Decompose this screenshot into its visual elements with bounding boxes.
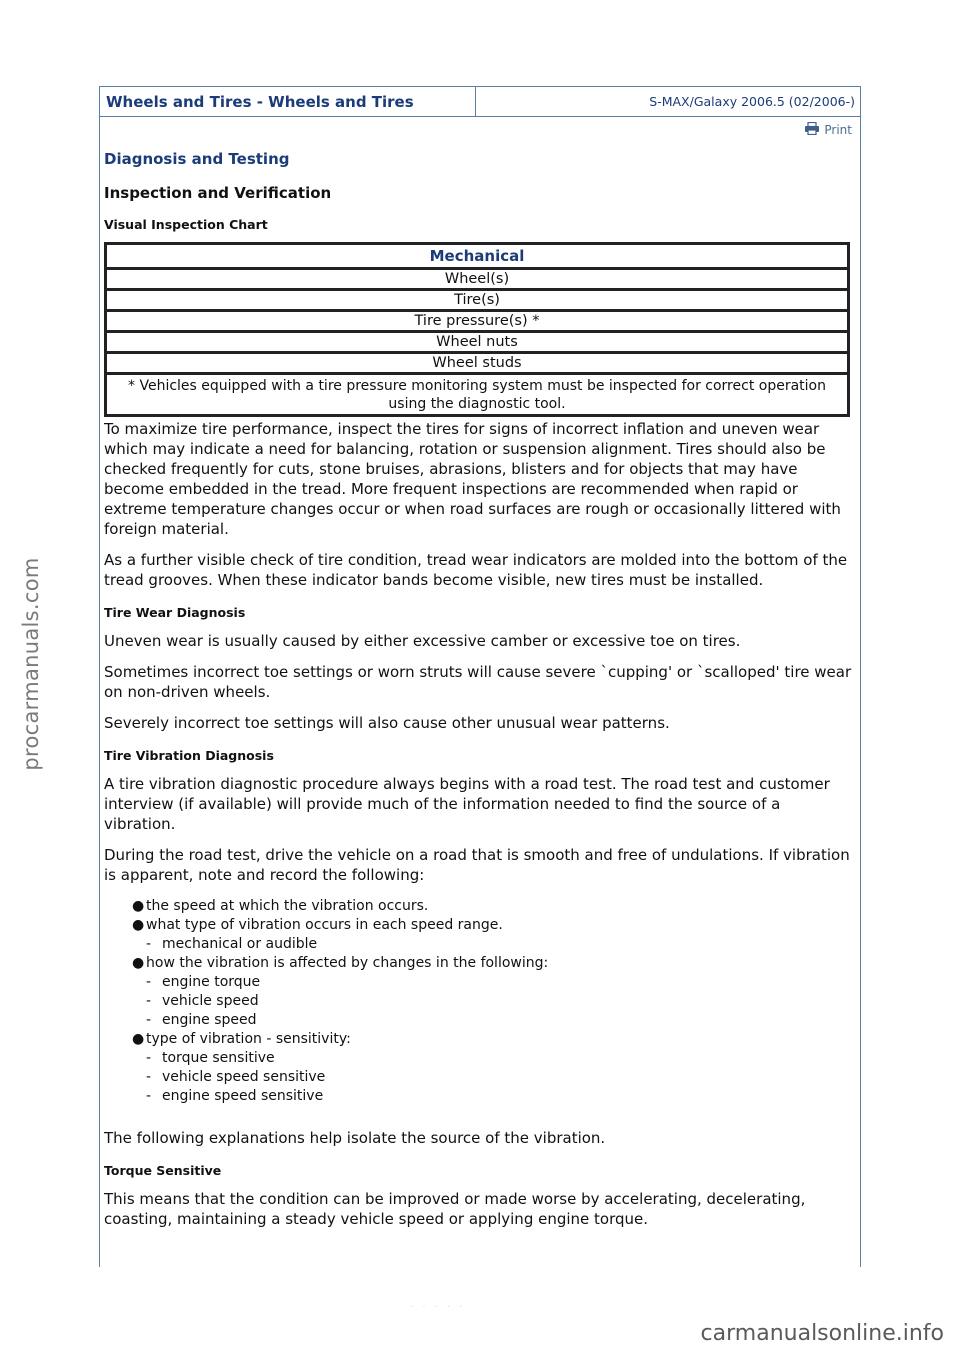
watermark-text: procarmanuals.com	[19, 557, 43, 771]
sub-list-item: - torque sensitive	[146, 1050, 275, 1066]
sub-list	[146, 973, 856, 1030]
sub-list	[146, 935, 856, 954]
printer-icon	[804, 122, 820, 135]
bottom-watermark: carmanualsonline.info	[700, 1321, 944, 1346]
chart-row: Wheel studs	[107, 354, 847, 375]
chart-heading: Visual Inspection Chart	[104, 217, 268, 232]
paragraph: Uneven wear is usually caused by either excessive camber or excessive toe on tires.	[104, 632, 741, 650]
print-link[interactable]	[804, 123, 852, 137]
paragraph: As a further visible check of tire condition, tread wear indicators are molded into the bottom of the tread grooves. When these indicator bands become visible, new tires must be installed.	[104, 551, 848, 589]
chart-row: Wheel nuts	[107, 333, 847, 354]
tire-vibration-heading: Tire Vibration Diagnosis	[104, 748, 274, 763]
sub-list	[146, 1049, 856, 1106]
paragraph: During the road test, drive the vehicle on a road that is smooth and free of undulations. If vibration is apparent, note and record the following:	[104, 846, 850, 884]
content	[100, 150, 860, 1229]
sub-list-item: - mechanical or audible	[146, 936, 318, 952]
manual-page	[99, 86, 861, 1267]
bullet-icon: ●	[132, 917, 145, 933]
list-item-text: what type of vibration occurs in each speed range.	[146, 917, 503, 933]
chart-header: Mechanical	[107, 245, 847, 270]
chart-row: Tire(s)	[107, 291, 847, 312]
list-item-text: type of vibration - sensitivity:	[146, 1031, 351, 1047]
paragraph: Sometimes incorrect toe settings or worn struts will cause severe `cupping' or `scalloped' tire wear on non-driven wheels.	[104, 663, 852, 701]
list-item	[132, 916, 856, 954]
page-header	[100, 87, 860, 117]
side-watermark	[14, 0, 48, 1358]
paragraph: The following explanations help isolate the source of the vibration.	[104, 1129, 606, 1147]
sub-list-item: - vehicle speed sensitive	[146, 1069, 326, 1085]
subsection-title: Inspection and Verification	[104, 184, 332, 202]
footer-ghost: · · · · ·	[410, 1302, 466, 1313]
list-item	[132, 897, 856, 916]
sub-list-item: - engine speed sensitive	[146, 1088, 324, 1104]
paragraph: To maximize tire performance, inspect the tires for signs of incorrect inflation and uneven wear which may indicate a need for balancing, rotation or suspension alignment. Tires should also be checked frequently for cuts, stone bruises, abrasions, blisters and for objects that may have become embedded in the tread. More frequent inspections are recommended when rapid or extreme temperature changes occur or when road surfaces are rough or occasionally littered with foreign material.	[104, 420, 841, 538]
print-label[interactable]: Print	[824, 123, 852, 137]
list-item	[132, 954, 856, 1030]
model-label: S-MAX/Galaxy 2006.5 (02/2006-)	[649, 94, 855, 109]
chart-footnote: * Vehicles equipped with a tire pressure monitoring system must be inspected for correct operation using the diagnostic tool.	[128, 378, 826, 412]
sub-list-item: - engine speed	[146, 1012, 257, 1028]
paragraph: A tire vibration diagnostic procedure always begins with a road test. The road test and customer interview (if available) will provide much of the information needed to find the source of a vibration.	[104, 775, 830, 833]
list-item	[132, 1030, 856, 1106]
page-title: Wheels and Tires - Wheels and Tires	[100, 87, 476, 116]
chart-row: Tire pressure(s) *	[107, 312, 847, 333]
chart-row: Wheel(s)	[107, 270, 847, 291]
paragraph: This means that the condition can be improved or made worse by accelerating, decelerating, coasting, maintaining a steady vehicle speed or applying engine torque.	[104, 1190, 806, 1228]
torque-sensitive-heading: Torque Sensitive	[104, 1163, 222, 1178]
section-title: Diagnosis and Testing	[104, 150, 290, 168]
vibration-checklist	[104, 897, 856, 1106]
visual-inspection-chart	[104, 242, 850, 417]
bullet-icon: ●	[132, 1031, 145, 1047]
print-row	[100, 117, 860, 142]
sub-list-item: - engine torque	[146, 974, 261, 990]
bullet-icon: ●	[132, 898, 145, 914]
tire-wear-heading: Tire Wear Diagnosis	[104, 605, 246, 620]
list-item-text: the speed at which the vibration occurs.	[146, 898, 429, 914]
sub-list-item: - vehicle speed	[146, 993, 259, 1009]
list-item-text: how the vibration is affected by changes in the following:	[146, 955, 549, 971]
paragraph: Severely incorrect toe settings will also cause other unusual wear patterns.	[104, 714, 670, 732]
bullet-icon: ●	[132, 955, 145, 971]
